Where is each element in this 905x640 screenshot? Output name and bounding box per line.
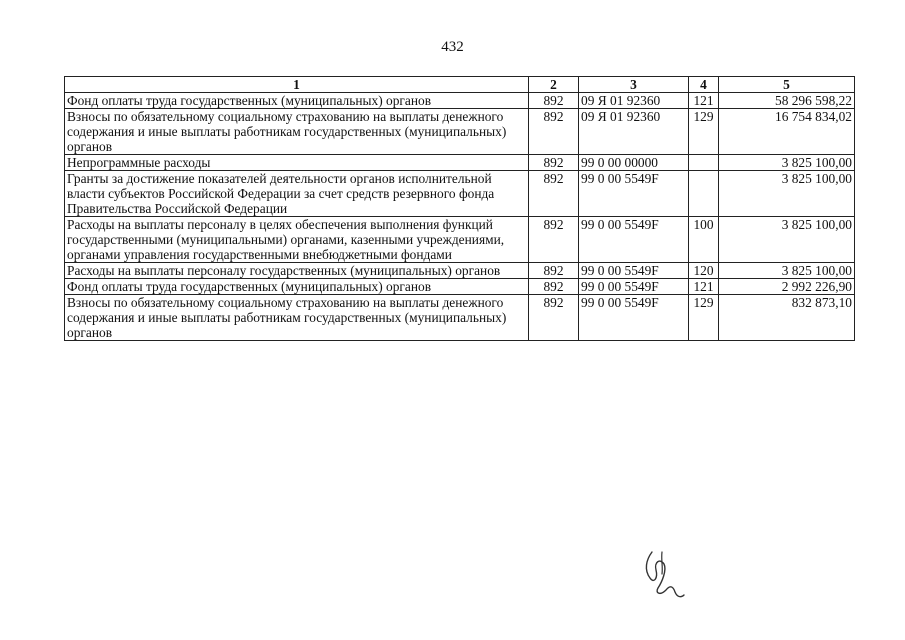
cell-name: Взносы по обязательному социальному страхованию на выплаты денежного содержания и иные выплаты работникам государственных (муниципальных) органов	[65, 109, 529, 155]
cell-name: Непрограммные расходы	[65, 155, 529, 171]
cell-target-article: 99 0 00 00000	[579, 155, 689, 171]
cell-expense-type: 129	[689, 295, 719, 341]
header-col-5: 5	[719, 77, 855, 93]
cell-ministry-code: 892	[529, 217, 579, 263]
page-number: 432	[441, 39, 464, 55]
cell-ministry-code: 892	[529, 93, 579, 109]
cell-expense-type: 120	[689, 263, 719, 279]
table-row	[65, 217, 855, 263]
cell-ministry-code: 892	[529, 155, 579, 171]
cell-name: Гранты за достижение показателей деятельности органов исполнительной власти субъектов Российской Федерации за счет средств резервного фонда Правительства Российской Федерации	[65, 171, 529, 217]
cell-ministry-code: 892	[529, 279, 579, 295]
cell-target-article: 99 0 00 5549F	[579, 171, 689, 217]
cell-ministry-code: 892	[529, 109, 579, 155]
cell-expense-type: 121	[689, 279, 719, 295]
handwritten-signature	[640, 548, 690, 602]
cell-target-article: 09 Я 01 92360	[579, 93, 689, 109]
table-row	[65, 279, 855, 295]
cell-amount: 2 992 226,90	[719, 279, 855, 295]
cell-ministry-code: 892	[529, 263, 579, 279]
table-row	[65, 109, 855, 155]
header-row	[65, 77, 855, 93]
table-row	[65, 171, 855, 217]
cell-expense-type	[689, 155, 719, 171]
cell-target-article: 09 Я 01 92360	[579, 109, 689, 155]
cell-target-article: 99 0 00 5549F	[579, 263, 689, 279]
cell-ministry-code: 892	[529, 171, 579, 217]
cell-name: Расходы на выплаты персоналу в целях обеспечения выполнения функций государственными (муниципальными) органами, казенными учреждениями, органами управления государственными внебюджетными фондами	[65, 217, 529, 263]
header-col-4: 4	[689, 77, 719, 93]
cell-target-article: 99 0 00 5549F	[579, 279, 689, 295]
cell-expense-type: 121	[689, 93, 719, 109]
cell-amount: 832 873,10	[719, 295, 855, 341]
cell-amount: 3 825 100,00	[719, 217, 855, 263]
table-row	[65, 93, 855, 109]
cell-name: Расходы на выплаты персоналу государственных (муниципальных) органов	[65, 263, 529, 279]
budget-table	[64, 76, 855, 341]
cell-target-article: 99 0 00 5549F	[579, 217, 689, 263]
cell-expense-type: 100	[689, 217, 719, 263]
cell-amount: 58 296 598,22	[719, 93, 855, 109]
table-row	[65, 295, 855, 341]
cell-expense-type	[689, 171, 719, 217]
header-col-2: 2	[529, 77, 579, 93]
cell-name: Взносы по обязательному социальному страхованию на выплаты денежного содержания и иные выплаты работникам государственных (муниципальных) органов	[65, 295, 529, 341]
header-col-3: 3	[579, 77, 689, 93]
header-col-1: 1	[65, 77, 529, 93]
cell-amount: 3 825 100,00	[719, 263, 855, 279]
cell-ministry-code: 892	[529, 295, 579, 341]
cell-target-article: 99 0 00 5549F	[579, 295, 689, 341]
cell-expense-type: 129	[689, 109, 719, 155]
table-row	[65, 155, 855, 171]
table-row	[65, 263, 855, 279]
cell-name: Фонд оплаты труда государственных (муниципальных) органов	[65, 93, 529, 109]
cell-name: Фонд оплаты труда государственных (муниципальных) органов	[65, 279, 529, 295]
cell-amount: 16 754 834,02	[719, 109, 855, 155]
cell-amount: 3 825 100,00	[719, 155, 855, 171]
cell-amount: 3 825 100,00	[719, 171, 855, 217]
